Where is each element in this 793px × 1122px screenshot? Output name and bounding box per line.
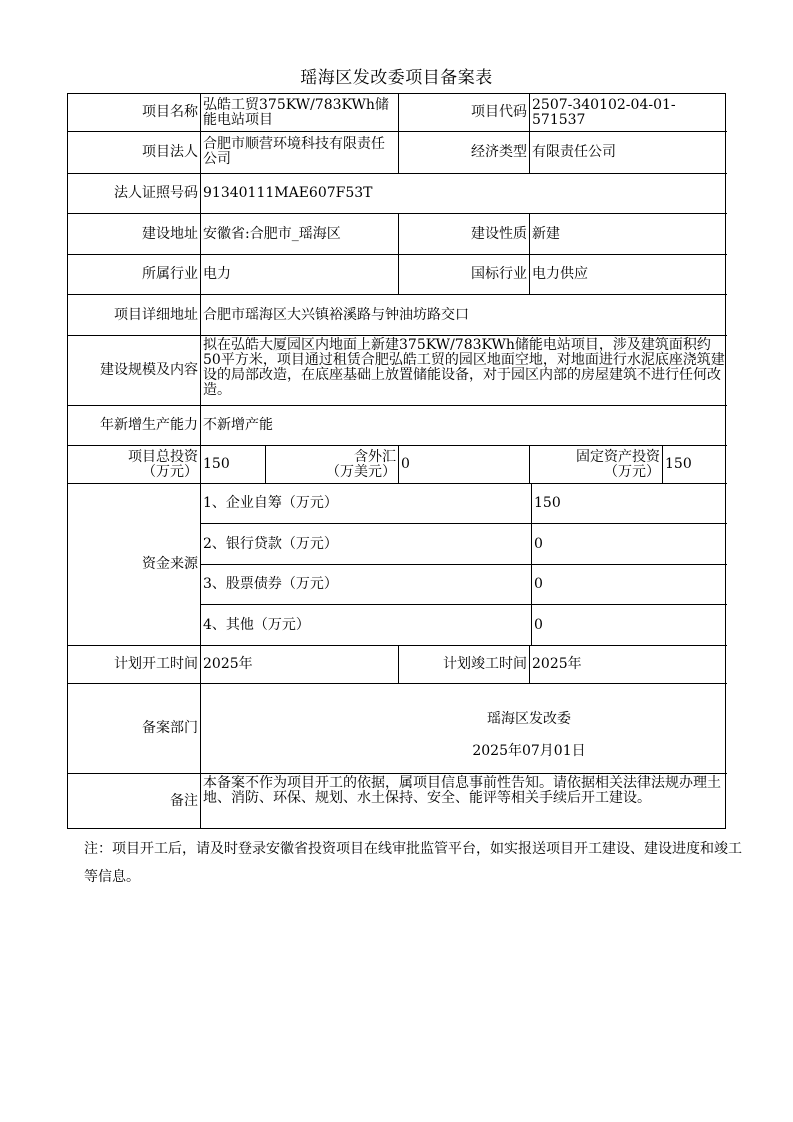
filing-form-table xyxy=(67,93,726,829)
value-license-no: 91340111MAE607F53T xyxy=(201,174,727,214)
funding-value-1: 150 xyxy=(532,484,727,524)
value-national-industry: 电力供应 xyxy=(530,255,727,295)
value-end-time: 2025年 xyxy=(530,646,727,684)
label-fixed-invest-line2: （万元） xyxy=(604,463,660,480)
value-project-code: 2507-340102-04-01-571537 xyxy=(530,94,727,132)
value-detail-address: 合肥市瑶海区大兴镇裕溪路与钟油坊路交口 xyxy=(201,295,727,336)
label-funding: 资金来源 xyxy=(68,484,201,646)
label-total-invest-line2: （万元） xyxy=(142,463,198,480)
value-economic-type: 有限责任公司 xyxy=(530,132,727,174)
funding-value-2: 0 xyxy=(532,524,727,565)
label-industry: 所属行业 xyxy=(68,255,201,295)
value-new-capacity: 不新增产能 xyxy=(201,406,727,446)
label-forex-line2: （万美元） xyxy=(326,463,396,480)
value-remark: 本备案不作为项目开工的依据，属项目信息事前性告知。请依据相关法律法规办理土地、消防、环保、规划、水土保持、安全、能评等相关手续后开工建设。 xyxy=(203,775,721,806)
label-project-code: 项目代码 xyxy=(399,94,530,132)
footnote: 注：项目开工后，请及时登录安徽省投资项目在线审批监管平台，如实报送项目开工建设、建设进度和竣工等信息。 xyxy=(84,841,742,885)
label-economic-type: 经济类型 xyxy=(399,132,530,174)
dept-name: 瑶海区发改委 xyxy=(487,711,571,727)
label-location: 建设地址 xyxy=(68,214,201,255)
label-legal-person: 项目法人 xyxy=(68,132,201,174)
value-industry: 电力 xyxy=(201,255,399,295)
label-total-invest xyxy=(68,446,201,484)
label-nature: 建设性质 xyxy=(399,214,530,255)
label-license-no: 法人证照号码 xyxy=(68,174,201,214)
funding-label-3: 3、股票债券（万元） xyxy=(201,565,532,605)
label-fixed-invest-line1: 固定资产投资 xyxy=(576,448,660,465)
funding-label-2: 2、银行贷款（万元） xyxy=(201,524,532,565)
label-forex-line1: 含外汇 xyxy=(354,448,396,465)
label-detail-address: 项目详细地址 xyxy=(68,295,201,336)
value-location: 安徽省:合肥市_瑶海区 xyxy=(201,214,399,255)
value-project-name: 弘皓工贸375KW/783KWh储能电站项目 xyxy=(201,94,399,132)
label-start-time: 计划开工时间 xyxy=(68,646,201,684)
value-start-time: 2025年 xyxy=(201,646,399,684)
label-national-industry: 国标行业 xyxy=(399,255,530,295)
dept-date: 2025年07月01日 xyxy=(472,743,586,759)
funding-value-3: 0 xyxy=(532,565,727,605)
value-legal-person: 合肥市顺营环境科技有限责任公司 xyxy=(201,132,399,174)
label-fixed-invest xyxy=(530,446,663,484)
label-scale: 建设规模及内容 xyxy=(68,336,201,406)
value-forex: 0 xyxy=(399,446,530,484)
label-project-name: 项目名称 xyxy=(68,94,201,132)
label-end-time: 计划竣工时间 xyxy=(399,646,530,684)
label-total-invest-line1: 项目总投资 xyxy=(128,448,198,465)
funding-label-1: 1、企业自筹（万元） xyxy=(201,484,532,524)
value-total-invest: 150 xyxy=(201,446,266,484)
value-fixed-invest: 150 xyxy=(663,446,727,484)
label-new-capacity: 年新增生产能力 xyxy=(68,406,201,446)
label-remark: 备注 xyxy=(68,774,201,828)
value-scale: 拟在弘皓大厦园区内地面上新建375KW/783KWh储能电站项目，涉及建筑面积约50平方米，项目通过租赁合肥弘皓工贸的园区地面空地，对地面进行水泥底座浇筑建设的局部改造，在底座基础上放置储能设备，对于园区内部的房屋建筑不进行任何改造。 xyxy=(201,336,727,406)
label-dept: 备案部门 xyxy=(68,684,201,774)
label-forex xyxy=(266,446,399,484)
funding-label-4: 4、其他（万元） xyxy=(201,605,532,646)
dept-cell xyxy=(201,684,727,774)
value-nature: 新建 xyxy=(530,214,727,255)
funding-value-4: 0 xyxy=(532,605,727,646)
form-title: 瑶海区发改委项目备案表 xyxy=(300,68,493,88)
